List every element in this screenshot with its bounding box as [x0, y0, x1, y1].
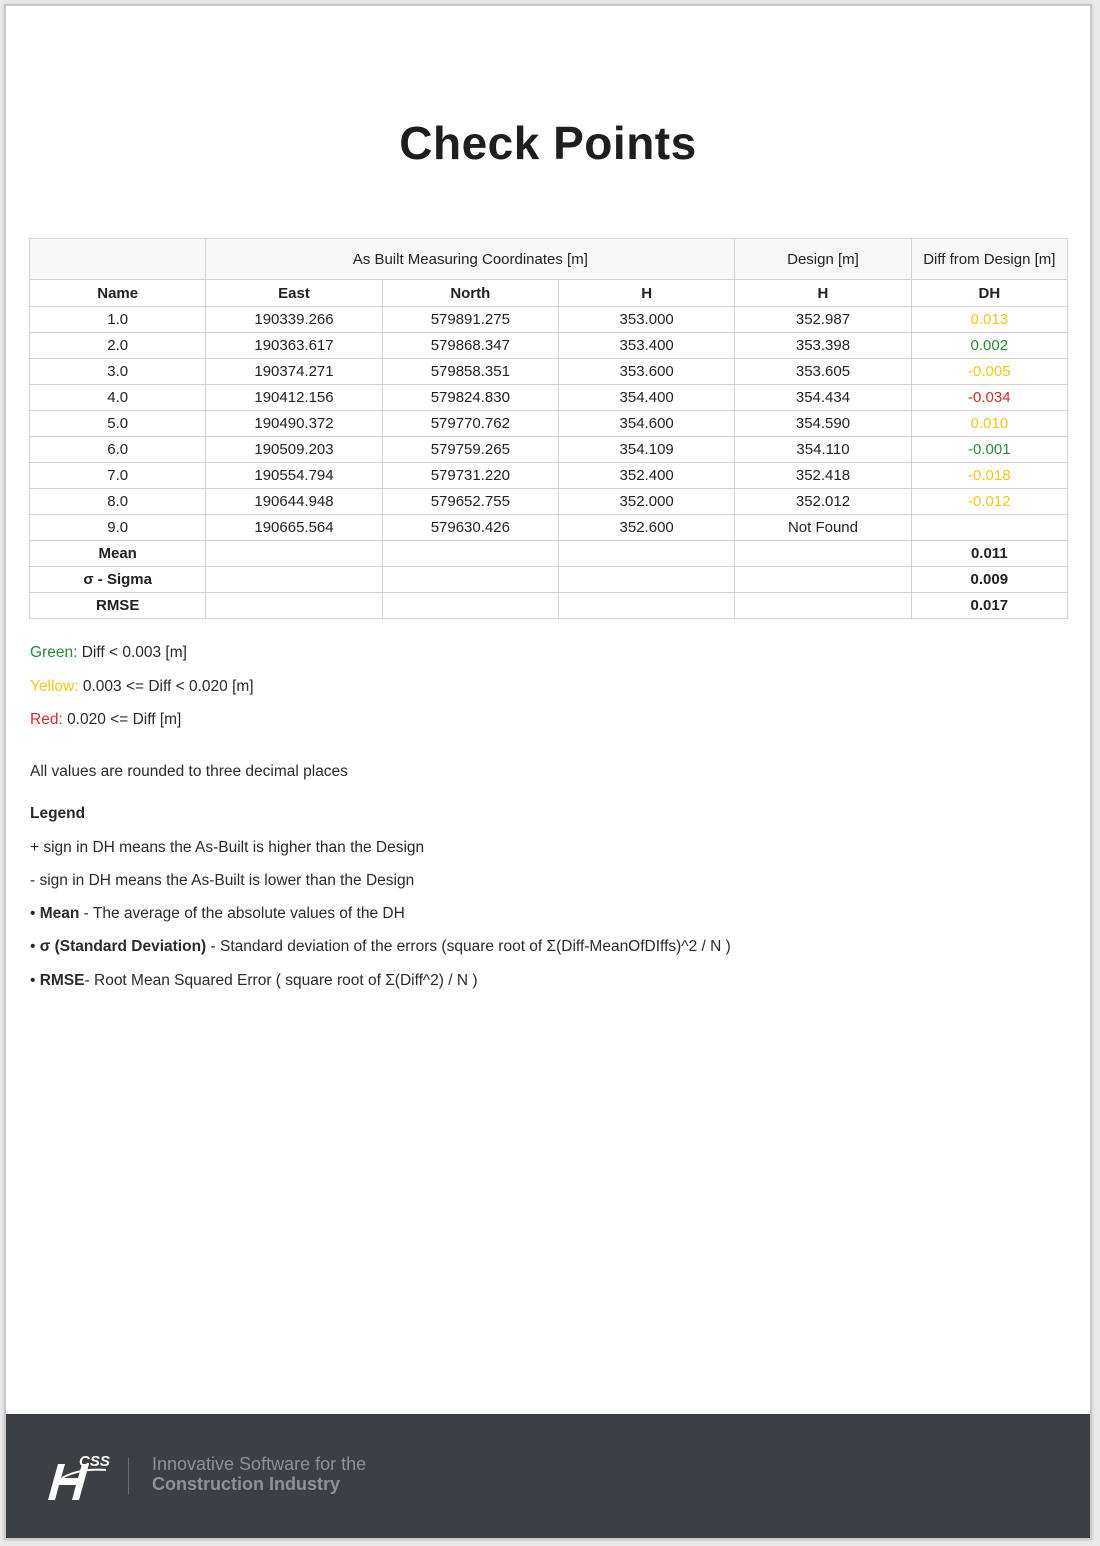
cell-design-h: 352.987: [735, 307, 911, 333]
cell-north: 579858.351: [382, 359, 558, 385]
tagline-line-1: Innovative Software for the: [152, 1454, 367, 1474]
stat-empty-cell: [206, 593, 382, 619]
cell-design-h: 353.398: [735, 333, 911, 359]
stat-row: [30, 541, 1068, 567]
cell-north: 579824.830: [382, 385, 558, 411]
stat-empty-cell: [558, 567, 734, 593]
red-text: 0.020 <= Diff [m]: [67, 711, 182, 728]
as-built-group-header: As Built Measuring Coordinates [m]: [206, 239, 735, 280]
cell-dh: 0.010: [911, 411, 1067, 437]
yellow-text: 0.003 <= Diff < 0.020 [m]: [82, 678, 254, 695]
cell-dh: 0.002: [911, 333, 1067, 359]
table-row: [30, 515, 1068, 541]
col-header-dh: DH: [911, 280, 1067, 307]
cell-east: 190374.271: [206, 359, 382, 385]
stat-empty-cell: [735, 593, 911, 619]
cell-name: 2.0: [30, 333, 206, 359]
col-header-design-h: H: [735, 280, 911, 307]
cell-h: 352.400: [558, 463, 734, 489]
cell-dh: -0.012: [911, 489, 1067, 515]
cell-dh: -0.005: [911, 359, 1067, 385]
cell-north: 579868.347: [382, 333, 558, 359]
cell-h: 353.600: [558, 359, 734, 385]
col-header-name: Name: [30, 280, 206, 307]
red-threshold-note: [30, 711, 181, 729]
table-row: [30, 307, 1068, 333]
cell-name: 1.0: [30, 307, 206, 333]
table-row: [30, 437, 1068, 463]
stat-empty-cell: [206, 541, 382, 567]
page-footer: [6, 1414, 1090, 1538]
stat-empty-cell: [735, 541, 911, 567]
cell-h: 352.000: [558, 489, 734, 515]
stat-empty-cell: [735, 567, 911, 593]
cell-north: 579731.220: [382, 463, 558, 489]
cell-h: 354.400: [558, 385, 734, 411]
footer-tagline: [152, 1454, 366, 1494]
cell-name: 8.0: [30, 489, 206, 515]
stat-label: σ - Sigma: [30, 567, 206, 593]
rounding-note: All values are rounded to three decimal places: [30, 763, 348, 780]
green-text: Diff < 0.003 [m]: [81, 644, 187, 661]
bullet: •: [30, 905, 40, 922]
cell-east: 190509.203: [206, 437, 382, 463]
table-row: [30, 489, 1068, 515]
cell-east: 190665.564: [206, 515, 382, 541]
bullet: •: [30, 938, 40, 955]
cell-h: 354.109: [558, 437, 734, 463]
page-title: Check Points: [399, 117, 697, 169]
stat-label: Mean: [30, 541, 206, 567]
red-label: Red:: [30, 711, 63, 728]
legend-mean: [30, 905, 405, 923]
tagline-line-2: Construction Industry: [152, 1474, 340, 1494]
table-body: [30, 307, 1068, 541]
cell-design-h: 354.110: [735, 437, 911, 463]
yellow-label: Yellow:: [30, 678, 79, 695]
cell-east: 190554.794: [206, 463, 382, 489]
legend-plus-sign: + sign in DH means the As-Built is higher than the Design: [30, 839, 425, 856]
hcss-logo: [40, 1450, 112, 1504]
stat-value: 0.011: [911, 541, 1067, 567]
green-label: Green:: [30, 644, 78, 661]
bullet: •: [30, 972, 40, 989]
design-group-header: Design [m]: [735, 239, 911, 280]
legend-rmse: [30, 972, 478, 990]
cell-dh: 0.013: [911, 307, 1067, 333]
table-row: [30, 411, 1068, 437]
cell-design-h: Not Found: [735, 515, 911, 541]
yellow-threshold-note: [30, 678, 254, 696]
legend-mean-term: Mean: [39, 905, 80, 922]
cell-design-h: 354.434: [735, 385, 911, 411]
green-threshold-note: [30, 644, 187, 662]
stat-row: [30, 567, 1068, 593]
legend-rmse-desc: - Root Mean Squared Error ( square root of Σ(Diff^2) / N ): [84, 972, 478, 989]
footer-divider: [128, 1458, 129, 1494]
cell-h: 354.600: [558, 411, 734, 437]
legend-mean-desc: - The average of the absolute values of the DH: [79, 905, 405, 922]
cell-name: 3.0: [30, 359, 206, 385]
cell-east: 190339.266: [206, 307, 382, 333]
col-header-north: North: [382, 280, 558, 307]
stat-empty-cell: [382, 541, 558, 567]
cell-name: 4.0: [30, 385, 206, 411]
stat-empty-cell: [558, 541, 734, 567]
cell-design-h: 353.605: [735, 359, 911, 385]
group-header-row: [30, 239, 1068, 280]
cell-h: 353.400: [558, 333, 734, 359]
legend-sigma-desc: - Standard deviation of the errors (square root of Σ(Diff-MeanOfDIffs)^2 / N ): [206, 938, 731, 955]
cell-east: 190363.617: [206, 333, 382, 359]
column-header-row: [30, 280, 1068, 307]
cell-name: 7.0: [30, 463, 206, 489]
cell-design-h: 354.590: [735, 411, 911, 437]
cell-north: 579891.275: [382, 307, 558, 333]
cell-dh: -0.018: [911, 463, 1067, 489]
legend-minus-sign: - sign in DH means the As-Built is lower than the Design: [30, 872, 415, 889]
stat-label: RMSE: [30, 593, 206, 619]
stat-empty-cell: [206, 567, 382, 593]
cell-name: 6.0: [30, 437, 206, 463]
cell-dh: -0.001: [911, 437, 1067, 463]
table-row: [30, 463, 1068, 489]
table-row: [30, 385, 1068, 411]
cell-north: 579770.762: [382, 411, 558, 437]
logo-text: CSS: [79, 1453, 110, 1470]
legend-sigma-term: σ (Standard Deviation): [39, 938, 207, 955]
cell-north: 579652.755: [382, 489, 558, 515]
stat-empty-cell: [382, 593, 558, 619]
col-header-h: H: [558, 280, 734, 307]
cell-dh: [911, 515, 1067, 541]
cell-h: 353.000: [558, 307, 734, 333]
cell-name: 5.0: [30, 411, 206, 437]
stat-row: [30, 593, 1068, 619]
group-header-blank: [30, 239, 206, 280]
table-row: [30, 359, 1068, 385]
cell-north: 579759.265: [382, 437, 558, 463]
col-header-east: East: [206, 280, 382, 307]
cell-design-h: 352.012: [735, 489, 911, 515]
legend-rmse-term: RMSE: [39, 972, 85, 989]
stat-value: 0.017: [911, 593, 1067, 619]
cell-east: 190490.372: [206, 411, 382, 437]
table-row: [30, 333, 1068, 359]
legend-sigma: [30, 938, 731, 956]
diff-group-header: Diff from Design [m]: [911, 239, 1067, 280]
stats-body: [30, 541, 1068, 619]
cell-design-h: 352.418: [735, 463, 911, 489]
stat-value: 0.009: [911, 567, 1067, 593]
cell-east: 190412.156: [206, 385, 382, 411]
cell-name: 9.0: [30, 515, 206, 541]
cell-dh: -0.034: [911, 385, 1067, 411]
stat-empty-cell: [382, 567, 558, 593]
cell-north: 579630.426: [382, 515, 558, 541]
cell-east: 190644.948: [206, 489, 382, 515]
check-points-table: [29, 238, 1068, 619]
report-page: [4, 4, 1092, 1540]
legend-title: Legend: [30, 805, 86, 822]
cell-h: 352.600: [558, 515, 734, 541]
stat-empty-cell: [558, 593, 734, 619]
